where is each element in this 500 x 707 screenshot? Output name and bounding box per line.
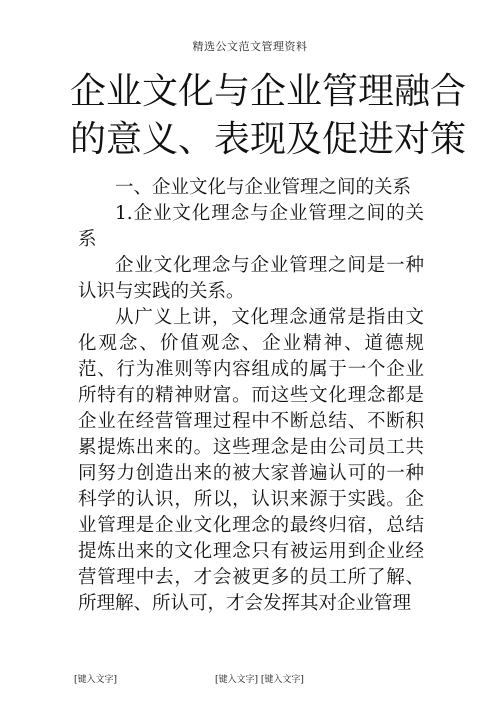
document-title [70, 68, 467, 164]
section-heading: 一、企业文化与企业管理之间的关系 [115, 177, 412, 198]
subsection-heading: 1.企业文化理念与企业管理之间的关系 [78, 203, 424, 250]
body-paragraph: 企业文化理念与企业管理之间是一种认识与实践的关系。 [78, 255, 424, 302]
footer-placeholder-left: [键入文字] [74, 675, 118, 685]
title-line-2: 的意义、表现及促进对策 [70, 119, 467, 160]
footer-placeholder-center: [键入文字] [键入文字] [215, 675, 304, 685]
title-line-1: 企业文化与企业管理融合 [70, 71, 467, 112]
body-paragraph: 从广义上讲，文化理念通常是指由文化观念、价值观念、企业精神、道德规范、行为准则等内容组成的属于一个企业所特有的精神财富。而这些文化理念都是企业在经营管理过程中不断总结、不断积累提炼出来的。这些理念是由公司员工共同努力创造出来的被大家普遍认可的一种科学的认识，所以，认识来源于实践。企业管理是企业文化理念的最终归宿，总结提炼出来的文化理念只有被运用到企业经营管理中去，才会被更多的员工所了解、所理解、所认可，才会发挥其对企业管理 [78, 307, 424, 614]
page-footer [0, 672, 500, 688]
running-header: 精选公文范文管理资料 [192, 40, 308, 53]
document-body [78, 175, 424, 617]
